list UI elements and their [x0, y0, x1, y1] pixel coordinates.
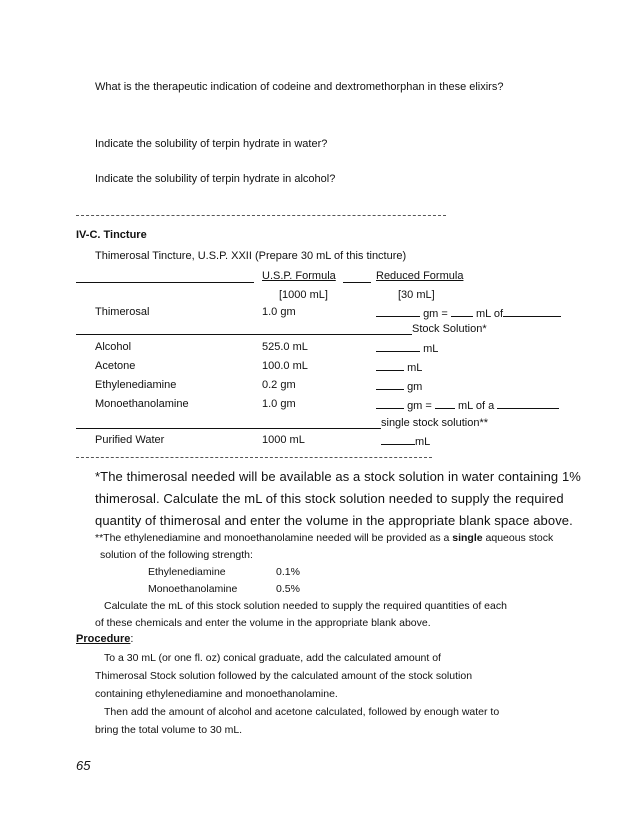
- strength-value: 0.5%: [276, 583, 300, 595]
- strength-value: 0.1%: [276, 566, 300, 578]
- blank-field[interactable]: [376, 398, 404, 409]
- usp-amount: [1000 mL]: [279, 289, 328, 301]
- row-acetone-usp: 100.0 mL: [262, 360, 308, 372]
- row-acetone-name: Acetone: [95, 360, 136, 372]
- row-alcohol-usp: 525.0 mL: [262, 341, 308, 353]
- row-water-reduced: mL: [381, 434, 430, 448]
- calc-instruction: of these chemicals and enter the volume in the appropriate blank above.: [95, 617, 431, 629]
- strength-name: Monoethanolamine: [148, 583, 238, 595]
- row-water-name: Purified Water: [95, 434, 165, 446]
- blank-field[interactable]: [376, 379, 404, 390]
- star-note-line: *The thimerosal needed will be available as a stock solution in water containing 1%: [95, 469, 581, 484]
- procedure-line: containing ethylenediamine and monoethanolamine.: [95, 688, 338, 700]
- row-ethylenediamine-reduced: gm: [376, 379, 422, 393]
- dashed-divider: [76, 457, 432, 458]
- stock-rule: [76, 334, 412, 335]
- row-water-usp: 1000 mL: [262, 434, 305, 446]
- calc-instruction: Calculate the mL of this stock solution needed to supply the required quantities of each: [104, 600, 507, 612]
- procedure-line: Then add the amount of alcohol and acetone calculated, followed by enough water to: [104, 706, 500, 718]
- row-monoethanolamine-usp: 1.0 gm: [262, 398, 296, 410]
- single-stock-rule: [76, 428, 381, 429]
- col-reduced-formula: Reduced Formula: [376, 270, 464, 282]
- dashed-divider: [76, 215, 446, 216]
- row-ethylenediamine-usp: 0.2 gm: [262, 379, 296, 391]
- procedure-line: To a 30 mL (or one fl. oz) conical graduate, add the calculated amount of: [104, 652, 441, 664]
- double-star-note-line2: solution of the following strength:: [100, 549, 253, 561]
- blank-field[interactable]: [376, 306, 420, 317]
- star-note-line: quantity of thimerosal and enter the volume in the appropriate blank space above.: [95, 513, 573, 528]
- stock-solution-label: Stock Solution*: [412, 323, 487, 335]
- page-number: 65: [76, 758, 91, 773]
- row-alcohol-reduced: mL: [376, 341, 438, 355]
- row-monoethanolamine-reduced: gm = mL of a: [376, 398, 559, 412]
- question-1: What is the therapeutic indication of codeine and dextromethorphan in these elixirs?: [95, 81, 504, 93]
- question-3: Indicate the solubility of terpin hydrate in alcohol?: [95, 173, 336, 185]
- row-monoethanolamine-name: Monoethanolamine: [95, 398, 189, 410]
- section-title: IV-C. Tincture: [76, 229, 147, 241]
- row-thimerosal-reduced: gm = mL of: [376, 306, 561, 320]
- header-rule: [343, 282, 371, 283]
- col-usp-formula: U.S.P. Formula: [262, 270, 336, 282]
- blank-field[interactable]: [381, 434, 415, 445]
- section-subtitle: Thimerosal Tincture, U.S.P. XXII (Prepare 30 mL of this tincture): [95, 250, 407, 262]
- procedure-line: Thimerosal Stock solution followed by the calculated amount of the stock solution: [95, 670, 473, 682]
- strength-name: Ethylenediamine: [148, 566, 226, 578]
- row-thimerosal-name: Thimerosal: [95, 306, 150, 318]
- row-alcohol-name: Alcohol: [95, 341, 132, 353]
- procedure-line: bring the total volume to 30 mL.: [95, 724, 243, 736]
- single-stock-label: single stock solution**: [381, 417, 489, 429]
- blank-field[interactable]: [497, 398, 559, 409]
- blank-field[interactable]: [503, 306, 561, 317]
- reduced-amount: [30 mL]: [398, 289, 435, 301]
- question-2: Indicate the solubility of terpin hydrate in water?: [95, 138, 328, 150]
- double-star-note: **The ethylenediamine and monoethanolamine needed will be provided as a single aqueous stock: [95, 532, 554, 544]
- blank-field[interactable]: [376, 360, 404, 371]
- row-ethylenediamine-name: Ethylenediamine: [95, 379, 177, 391]
- header-rule: [76, 282, 254, 283]
- blank-field[interactable]: [451, 306, 473, 317]
- star-note-line: thimerosal. Calculate the mL of this stock solution needed to supply the required: [95, 491, 564, 506]
- row-thimerosal-usp: 1.0 gm: [262, 306, 296, 318]
- blank-field[interactable]: [435, 398, 455, 409]
- blank-field[interactable]: [376, 341, 420, 352]
- row-acetone-reduced: mL: [376, 360, 422, 374]
- procedure-heading: Procedure:: [76, 633, 134, 645]
